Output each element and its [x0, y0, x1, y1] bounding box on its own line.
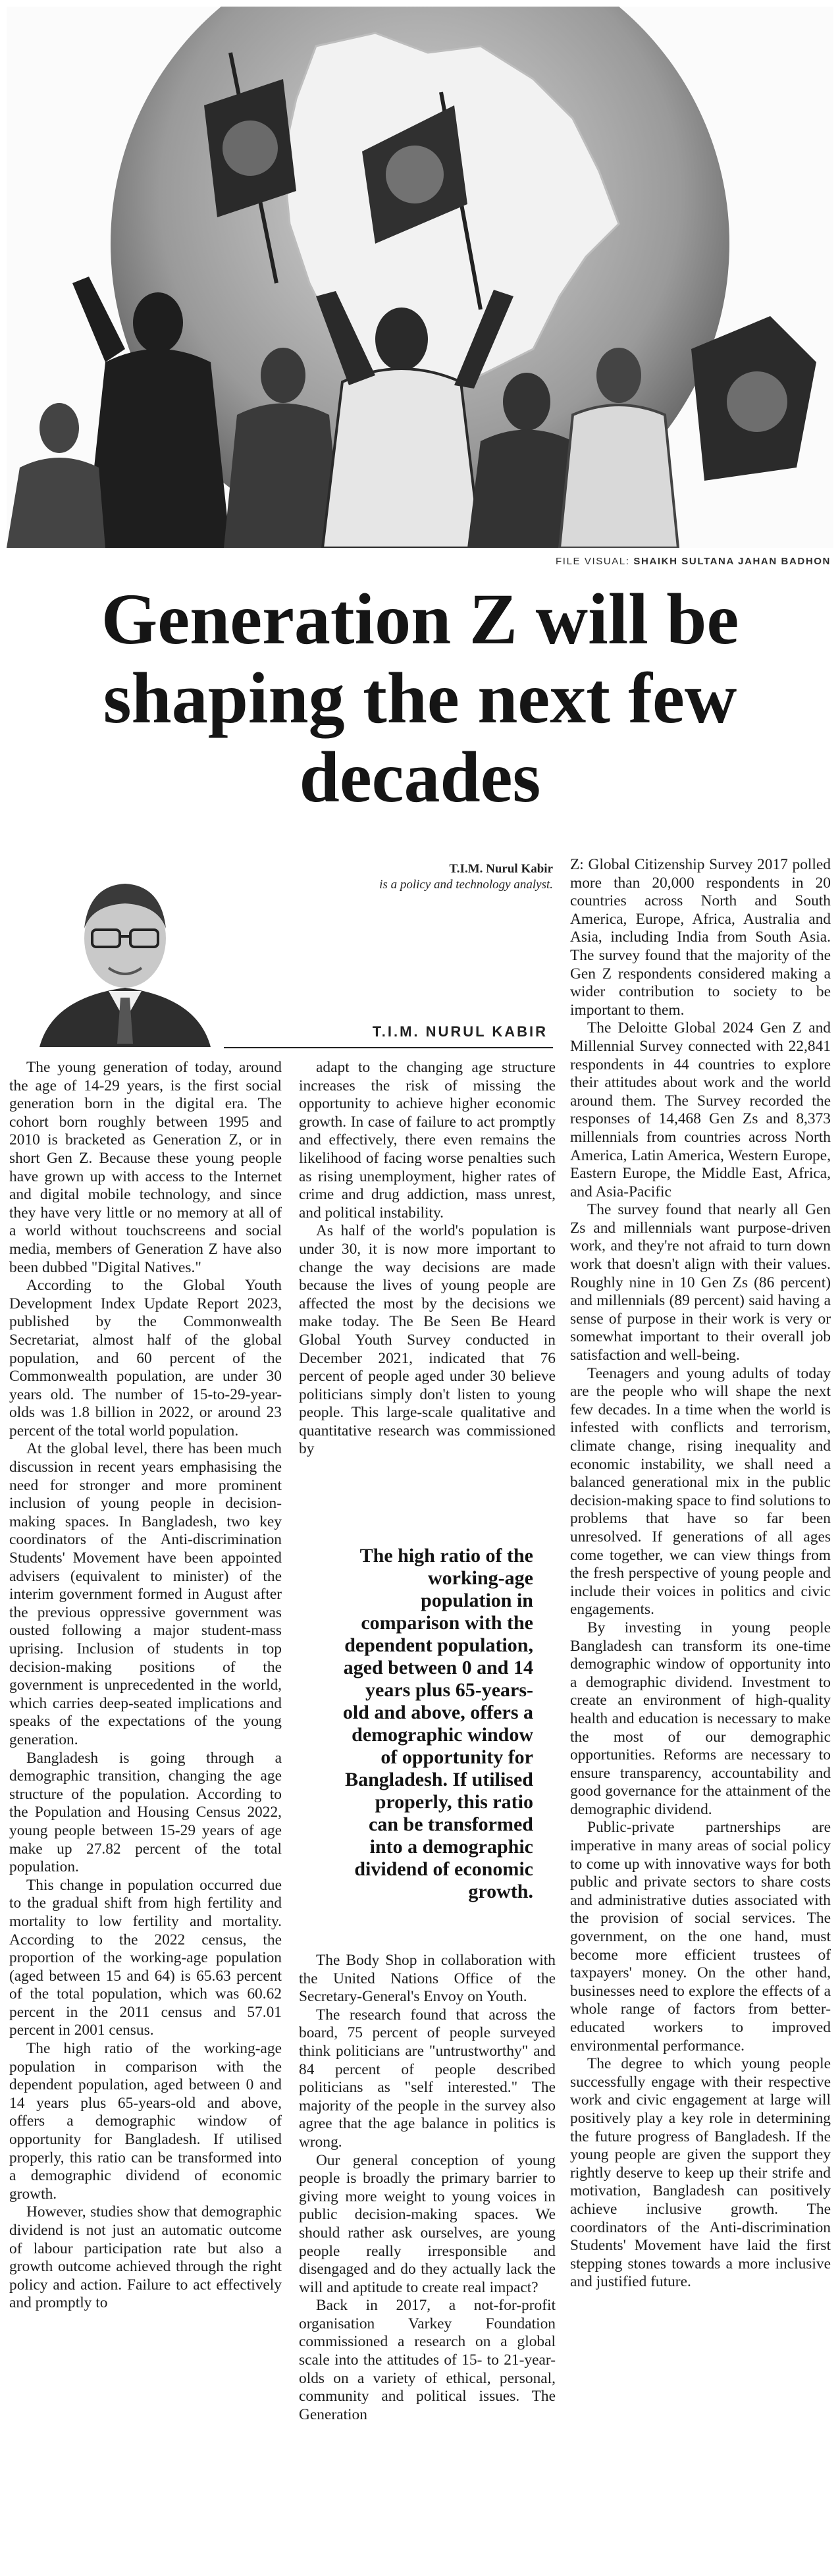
- author-note-role: is a policy and technology analyst.: [379, 878, 553, 892]
- paragraph: However, studies show that demographic dividend is not just an automatic outcome of labour participation rate but also a growth outcome achieved through the right policy and action. Failure to act effectively and promptly to: [9, 2203, 282, 2312]
- paragraph: The research found that across the board, 75 percent of people surveyed think politicians are "untrustworthy" and 84 percent of people described politicians as "self interested." The majority of the people in the survey also agree that the age balance in politics is wrong.: [299, 2006, 556, 2151]
- paragraph: The degree to which young people successfully engage with their respective work and civic engagement at large will positively play a key role in determining the future progress of Bangladesh. If the young people are given the support they rightly deserve to keep up their strife and motivation, Bangladesh can positively achieve inclusive growth. The coordinators of the Anti-discrimination Students' Movement have laid the first stepping stones towards a more inclusive and justified future.: [570, 2055, 831, 2291]
- pull-quote: The high ratio of the working-age population in comparison with the dependent population, aged between 0 and 14 years plus 65-years-old and above, offers a demographic window of opportunity for Bangladesh. If utilised properly, this ratio can be transformed into a demographic dividend of economic growth.: [342, 1545, 533, 1902]
- paragraph: According to the Global Youth Development Index Update Report 2023, published by the Commonwealth Secretariat, almost half of the global population, and 60 percent of the Commonwealth population, are under 30 years old. The number of 15-to-29-year-olds was 1.8 billion in 2022, or around 23 percent of the total world population.: [9, 1277, 282, 1439]
- photo-credit-label: FILE VISUAL:: [556, 556, 630, 567]
- headline: Generation Z will be shaping the next few decades: [101, 579, 739, 817]
- author-divider: [224, 1047, 553, 1048]
- body-column-3: [570, 856, 831, 2292]
- paragraph: Z: Global Citizenship Survey 2017 polled more than 20,000 respondents in 20 countries across North and South America, Europe, Africa, Australia and Asia, including India from South Asia. The survey found that the majority of the Gen Z respondents considered making a wider contribution to society to be important to them.: [570, 856, 831, 1019]
- paragraph: Our general conception of young people is broadly the primary barrier to giving more weight to young voices in public decision-making spaces. We should rather ask ourselves, are young people really irresponsible and disengaged and do they actually lack the will and aptitude to create real impact?: [299, 2151, 556, 2296]
- paragraph: The survey found that nearly all Gen Zs and millennials want purpose-driven work, and they're not afraid to turn down work that doesn't align with their values. Roughly nine in 10 Gen Zs (86 percent) and millennials (89 percent) said having a sense of purpose in their work is very or somewhat important to their overall job satisfaction and well-being.: [570, 1201, 831, 1364]
- body-column-2-bottom: [299, 1952, 556, 2424]
- paragraph: Public-private partnerships are imperative in many areas of social policy to come up with innovative ways for both public and private sectors to share costs and administrative duties associated with the provision of social services. The government, on the one hand, must become more efficient trustees of taxpayers' money. On the other hand, businesses need to explore the effects of a whole range of factors from better-educated workers to improved environmental performance.: [570, 1819, 831, 2054]
- hero-photo: [7, 7, 833, 548]
- photo-credit: [556, 556, 831, 567]
- author-byline: T.I.M. NURUL KABIR: [372, 1023, 548, 1040]
- paragraph: The high ratio of the working-age population in comparison with the dependent population, aged between 0 and 14 years plus 65-years-old and above, offers a demographic window of opportunity for Bangladesh. If utilised properly, this ratio can be transformed into a demographic dividend of economic growth.: [9, 2040, 282, 2203]
- paragraph: The Body Shop in collaboration with the United Nations Office of the Secretary-General's Envoy on Youth.: [299, 1952, 556, 2006]
- paragraph: Back in 2017, a not-for-profit organisation Varkey Foundation commissioned a research on a global scale into the attitudes of 15- to 21-year-olds on a variety of ethical, personal, community and political issues. The Generation: [299, 2297, 556, 2423]
- body-column-1: [9, 1059, 282, 2313]
- photo-credit-name: SHAIKH SULTANA JAHAN BADHON: [633, 556, 831, 567]
- author-box: [26, 856, 553, 1048]
- author-photo: [26, 856, 224, 1047]
- paragraph: Bangladesh is going through a demographic transition, changing the age structure of the population. According to the Population and Housing Census 2022, young people between 15-29 years of age make up 27.82 percent of the total population.: [9, 1749, 282, 1876]
- paragraph: By investing in young people Bangladesh can transform its one-time demographic window of opportunity into a demographic dividend. Investment to create an environment of high-quality health and education is necessary to make the most of our demographic opportunities. Reforms are necessary to ensure transparency, accountability and good governance for the attainment of the demographic dividend.: [570, 1619, 831, 1818]
- paragraph: As half of the world's population is under 30, it is now more important to change the way decisions are made because the lives of young people are affected the most by the decisions we make today. The Be Seen Be Heard Global Youth Survey conducted in December 2021, indicated that 76 percent of people aged under 30 believe politicians simply don't listen to young people. This large-scale qualitative and quantitative research was commissioned by: [299, 1222, 556, 1458]
- paragraph: adapt to the changing age structure increases the risk of missing the opportunity to achieve higher economic growth. In case of failure to act promptly and effectively, there even remains the likelihood of facing worse penalties such as rising unemployment, higher rates of crime and drug addiction, mass unrest, and political instability.: [299, 1059, 556, 1221]
- paragraph: At the global level, there has been much discussion in recent years emphasising the need for stronger and more prominent inclusion of young people in decision-making spaces. In Bangladesh, two key coordinators of the Anti-discrimination Students' Movement have been appointed advisers (equivalent to minister) of the interim government formed in August after the previous oppressive government was ousted following a major student-mass uprising. Inclusion of students in top decision-making positions of the government is unprecedented in the world, which carries deep-seated implications and speaks of the expectations of the young generation.: [9, 1440, 282, 1748]
- paragraph: The Deloitte Global 2024 Gen Z and Millennial Survey connected with 22,841 respondents in 44 countries to explore their attitudes about work and the world around them. The Survey recorded the responses of 14,468 Gen Zs and 8,373 millennials from countries across North America, Latin America, Western Europe, Eastern Europe, the Middle East, Africa, and Asia-Pacific: [570, 1019, 831, 1200]
- author-note-name: T.I.M. Nurul Kabir: [449, 862, 553, 876]
- author-note: [379, 861, 553, 893]
- paragraph: This change in population occurred due to the gradual shift from high fertility and mortality to low fertility and mortality. According to the 2022 census, the proportion of the working-age population (aged between 15 and 64) is 65.63 percent of the total population, which was 60.62 percent in the 2011 census and 57.01 percent in 2001 census.: [9, 1876, 282, 2039]
- hero-illustration: [7, 7, 833, 548]
- body-column-2-top: [299, 1059, 556, 1459]
- paragraph: The young generation of today, around the age of 14-29 years, is the first social generation born in the digital era. The cohort born roughly between 1995 and 2010 is bracketed as Generation Z, or in short Gen Z. Because these young people have grown up with access to the Internet and digital mobile technology, and since they have very little or no memory at all of a world without touchscreens and social media, members of Generation Z have also been dubbed "Digital Natives.": [9, 1059, 282, 1276]
- paragraph: Teenagers and young adults of today are the people who will shape the next few decades. In a time when the world is infested with conflicts and terrorism, climate change, rising inequality and economic instability, we shall need a balanced generational mix in the public decision-making space to find solutions to problems that have so far been unresolved. If generations of all ages come together, we can view things from the fresh perspective of young people and include their voices in politics and civic engagements.: [570, 1364, 831, 1619]
